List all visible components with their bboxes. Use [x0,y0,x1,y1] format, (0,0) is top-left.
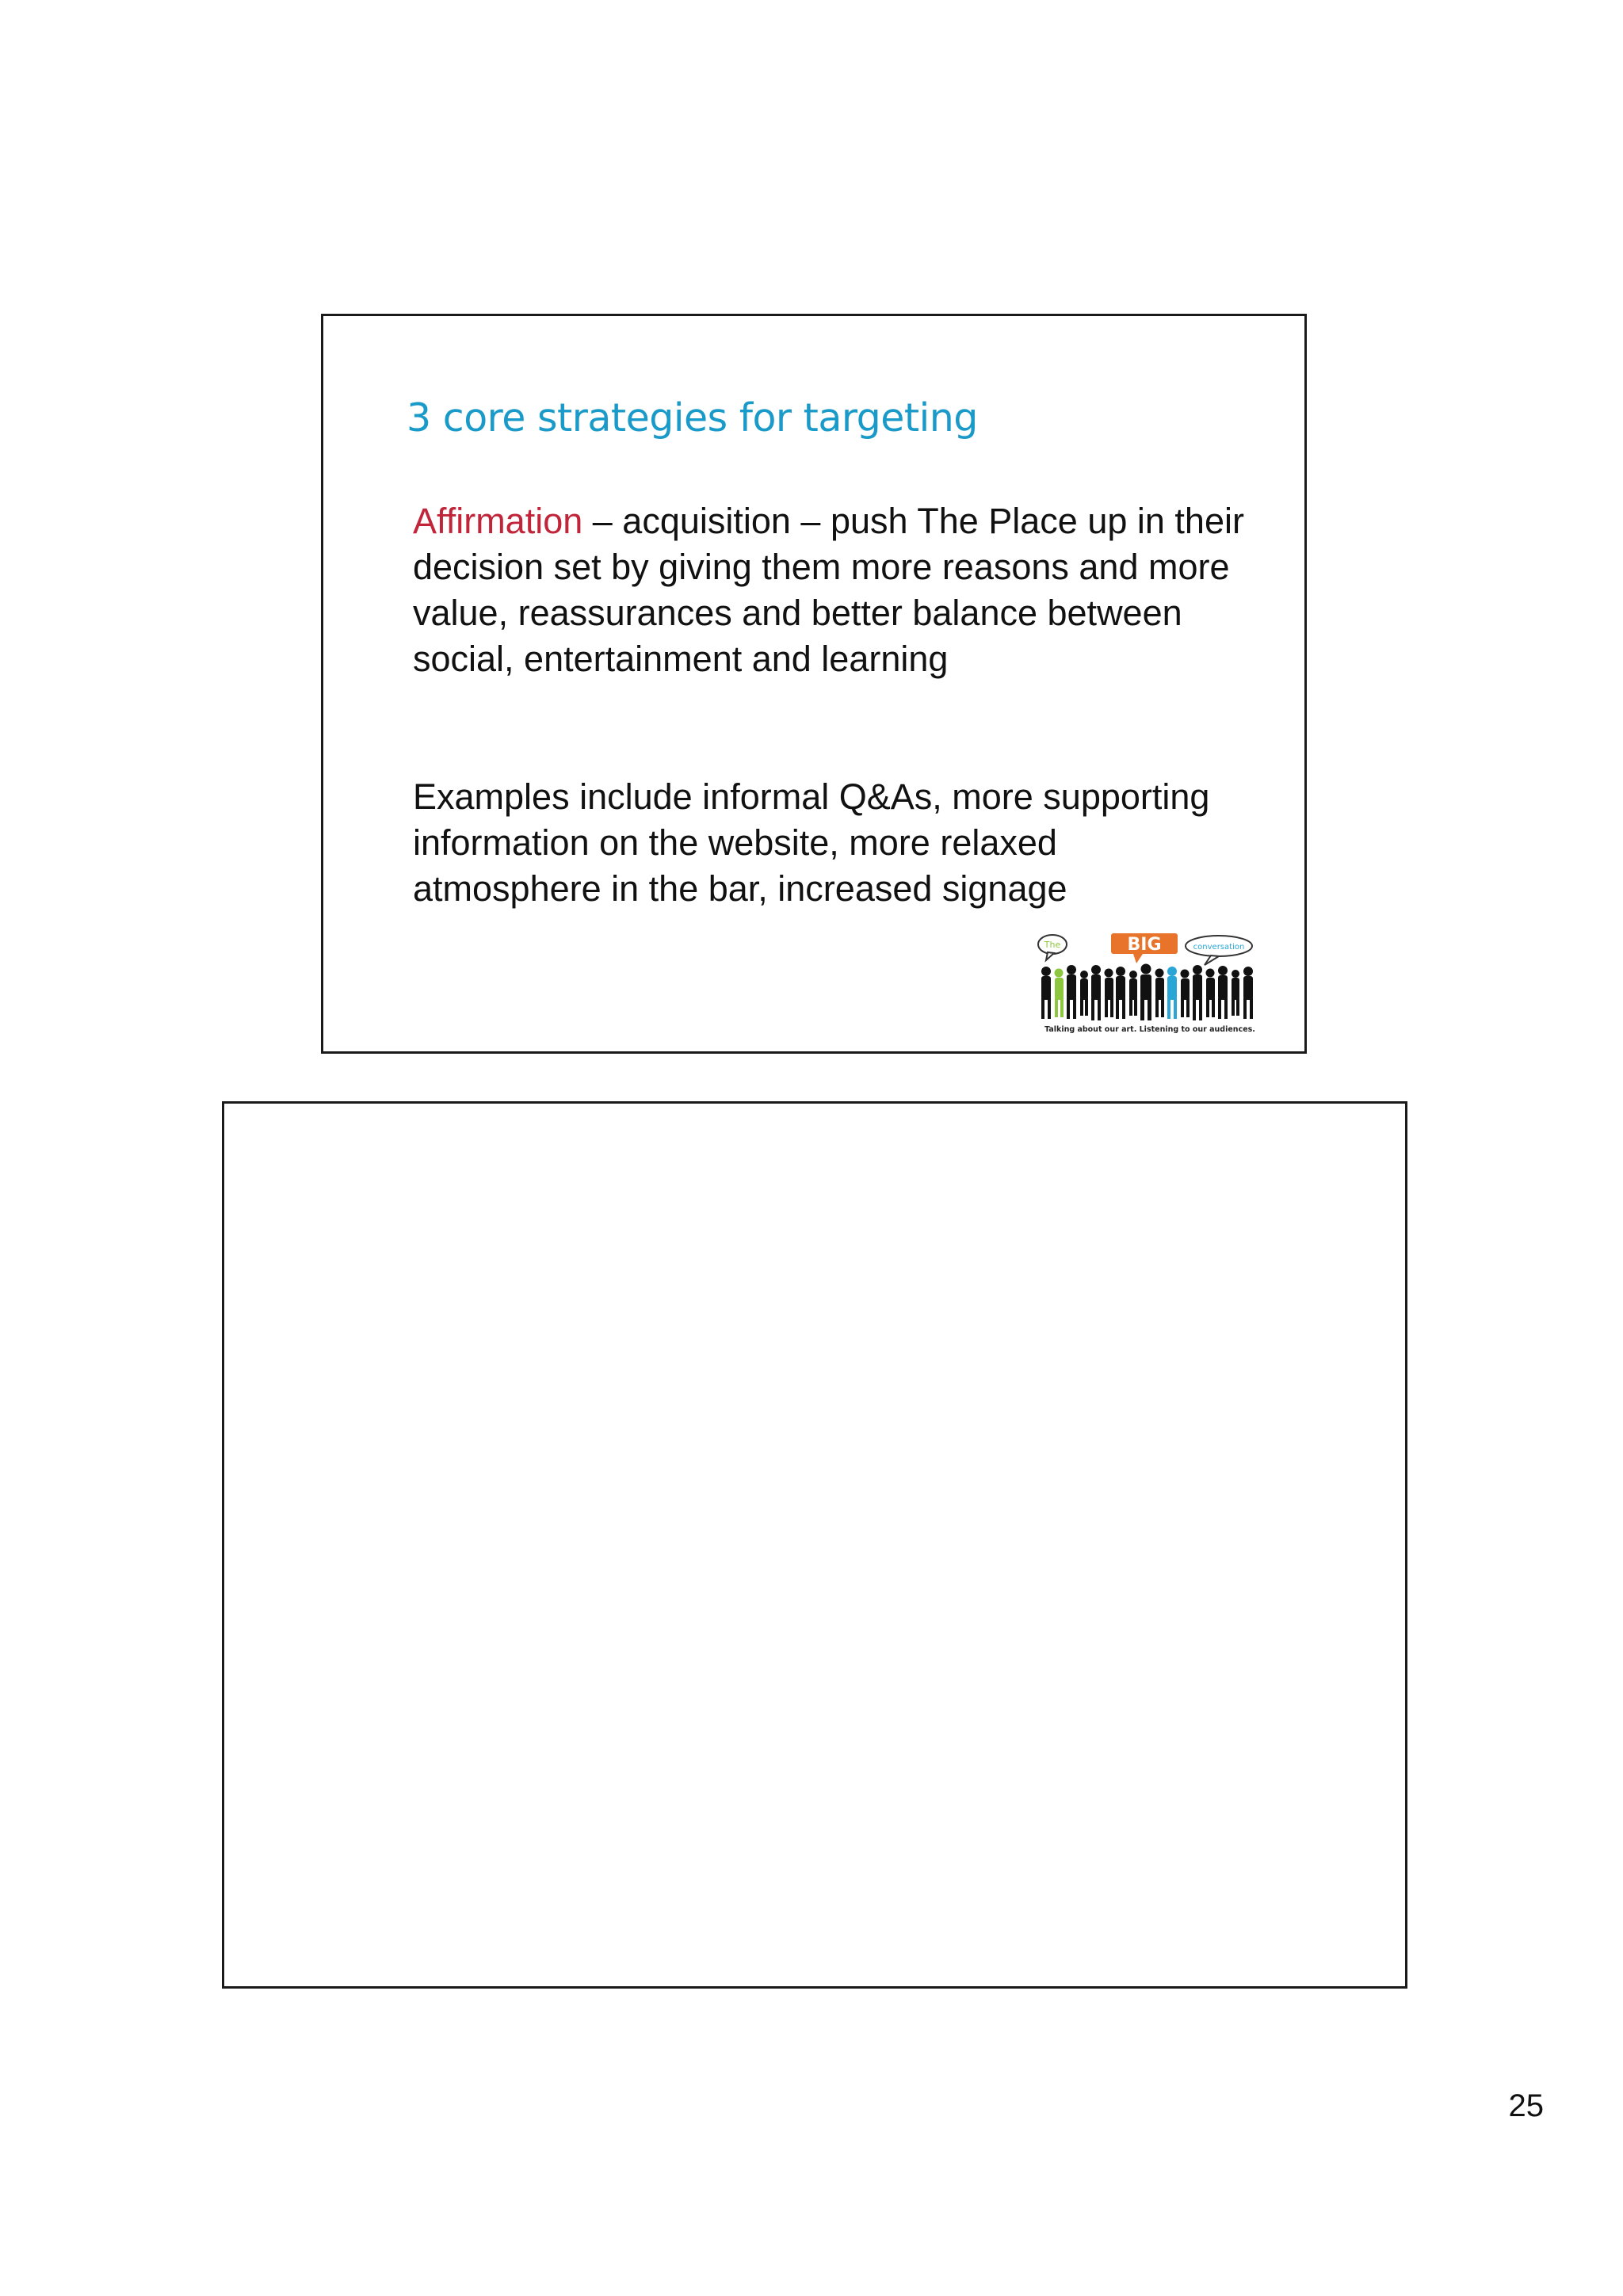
paragraph-affirmation-text: – acquisition – push The Place up in their decision set by giving them more reasons and more value, reassurances and better balance between social, entertainment and learning [413,501,1244,679]
page-number: 25 [1508,2088,1544,2123]
paragraph-affirmation [413,498,1253,682]
logo-word-the: The [1044,940,1061,950]
slide-2-blank [222,1101,1407,1989]
slide-1 [321,314,1307,1054]
highlight-term: Affirmation [413,501,583,541]
logo-tagline: Talking about our art. Listening to our audiences. [1044,1025,1255,1034]
slide-title: 3 core strategies for targeting [407,395,978,441]
big-conversation-logo [1035,930,1265,1045]
logo-crowd-graphic [1035,930,1265,1024]
paragraph-examples: Examples include informal Q&As, more supporting information on the website, more relaxed atmosphere in the bar, increased signage [413,776,1210,909]
logo-word-big: BIG [1127,935,1162,955]
logo-word-conversation: conversation [1193,943,1245,952]
person-silhouette [1041,967,1051,1019]
